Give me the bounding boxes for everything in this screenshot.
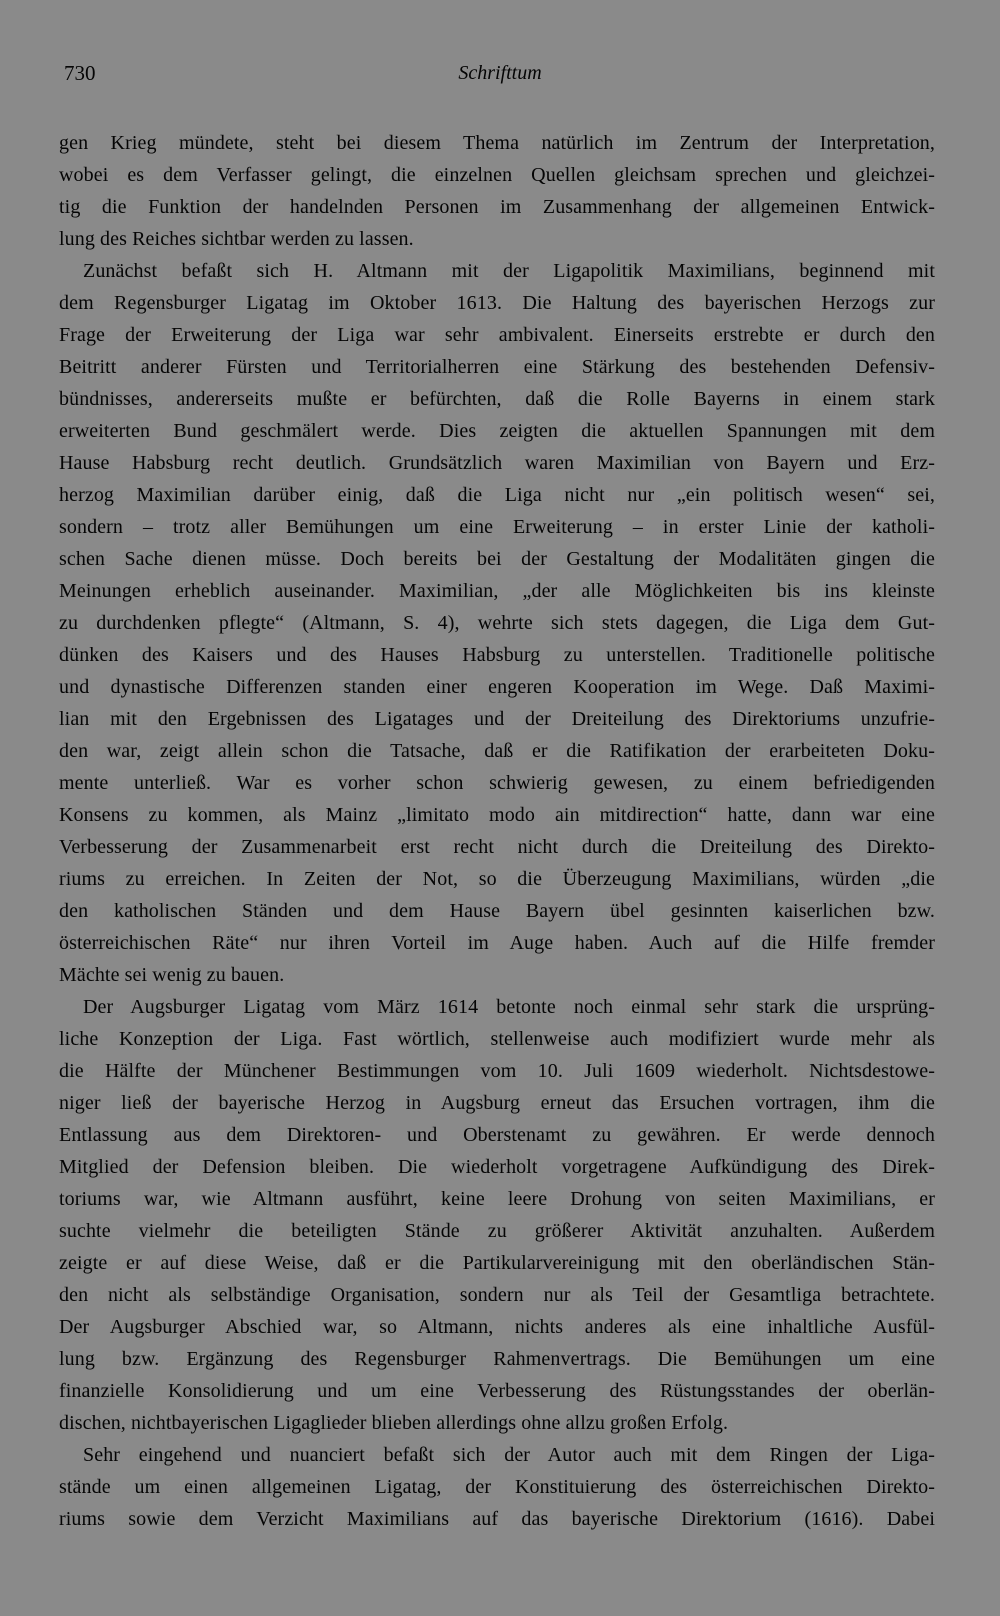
text-line: den war, zeigt allein schon die Tatsache, daß er die Ratifikation der erarbeiteten Doku- [59, 740, 935, 762]
body-text [59, 127, 935, 1535]
text-line: Hause Habsburg recht deutlich. Grundsätzlich waren Maximilian von Bayern und Erz- [59, 452, 935, 474]
text-line: dischen, nichtbayerischen Ligaglieder blieben allerdings ohne allzu großen Erfolg. [59, 1412, 729, 1434]
running-head: Schrifttum [458, 62, 542, 84]
paragraph [59, 127, 935, 255]
text-line: schen Sache dienen müsse. Doch bereits bei der Gestaltung der Modalitäten gingen die [59, 548, 935, 570]
text-line: liche Konzeption der Liga. Fast wörtlich, stellenweise auch modifiziert wurde mehr als [59, 1028, 935, 1050]
text-line: dem Regensburger Ligatag im Oktober 1613. Die Haltung des bayerischen Herzogs zur [59, 292, 935, 314]
page-header [0, 56, 1000, 90]
text-line: Verbesserung der Zusammenarbeit erst recht nicht durch die Dreiteilung des Direkto- [59, 836, 935, 858]
text-line: dünken des Kaisers und des Hauses Habsburg zu unterstellen. Traditionelle politische [59, 644, 935, 666]
text-line: Zunächst befaßt sich H. Altmann mit der Ligapolitik Maximilians, beginnend mit [83, 260, 935, 282]
text-line: den nicht als selbständige Organisation, sondern nur als Teil der Gesamtliga betrachtete. [59, 1284, 935, 1306]
paragraph [59, 255, 935, 991]
text-line: Konsens zu kommen, als Mainz „limitato modo ain mitdirection“ hatte, dann war eine [59, 804, 935, 826]
text-line: Der Augsburger Ligatag vom März 1614 betonte noch einmal sehr stark die ursprüng- [83, 996, 935, 1018]
text-line: Entlassung aus dem Direktoren- und Oberstenamt zu gewähren. Er werde dennoch [59, 1124, 935, 1146]
text-line: die Hälfte der Münchener Bestimmungen vom 10. Juli 1609 wiederholt. Nichtsdestowe- [59, 1060, 935, 1082]
text-line: lung des Reiches sichtbar werden zu lassen. [59, 228, 414, 250]
text-line: suchte vielmehr die beteiligten Stände zu größerer Aktivität anzuhalten. Außerdem [59, 1220, 935, 1242]
text-line: lung bzw. Ergänzung des Regensburger Rahmenvertrags. Die Bemühungen um eine [59, 1348, 935, 1370]
text-line: finanzielle Konsolidierung und um eine Verbesserung des Rüstungsstandes der oberlän- [59, 1380, 935, 1402]
paragraph [59, 1439, 935, 1535]
text-line: zu durchdenken pflegte“ (Altmann, S. 4), wehrte sich stets dagegen, die Liga dem Gut- [59, 612, 935, 634]
text-line: sondern – trotz aller Bemühungen um eine Erweiterung – in erster Linie der katholi- [59, 516, 935, 538]
text-line: niger ließ der bayerische Herzog in Augsburg erneut das Ersuchen vortragen, ihm die [59, 1092, 935, 1114]
text-line: gen Krieg mündete, steht bei diesem Thema natürlich im Zentrum der Interpretation, [59, 132, 935, 154]
text-line: und dynastische Differenzen standen einer engeren Kooperation im Wege. Daß Maximi- [59, 676, 935, 698]
text-line: Meinungen erheblich auseinander. Maximilian, „der alle Möglichkeiten bis ins kleinste [59, 580, 935, 602]
text-line: österreichischen Räte“ nur ihren Vorteil im Auge haben. Auch auf die Hilfe fremder [59, 932, 935, 954]
text-line: Sehr eingehend und nuanciert befaßt sich der Autor auch mit dem Ringen der Liga- [83, 1444, 935, 1466]
text-line: mente unterließ. War es vorher schon schwierig gewesen, zu einem befriedigenden [59, 772, 935, 794]
text-line: toriums war, wie Altmann ausführt, keine leere Drohung von seiten Maximilians, er [59, 1188, 935, 1210]
text-line: tig die Funktion der handelnden Personen im Zusammenhang der allgemeinen Entwick- [59, 196, 935, 218]
text-line: Frage der Erweiterung der Liga war sehr ambivalent. Einerseits erstrebte er durch den [59, 324, 935, 346]
page-number: 730 [64, 61, 96, 85]
text-line: Mächte sei wenig zu bauen. [59, 964, 285, 986]
text-line: Mitglied der Defension bleiben. Die wiederholt vorgetragene Aufkündigung des Direk- [59, 1156, 935, 1178]
text-line: erweiterten Bund geschmälert werde. Dies zeigten die aktuellen Spannungen mit dem [59, 420, 935, 442]
text-line: riums zu erreichen. In Zeiten der Not, so die Überzeugung Maximilians, würden „die [59, 868, 935, 890]
text-line: herzog Maximilian darüber einig, daß die Liga nicht nur „ein politisch wesen“ sei, [59, 484, 935, 506]
text-line: den katholischen Ständen und dem Hause Bayern übel gesinnten kaiserlichen bzw. [59, 900, 935, 922]
text-line: lian mit den Ergebnissen des Ligatages und der Dreiteilung des Direktoriums unzufrie- [59, 708, 935, 730]
text-line: stände um einen allgemeinen Ligatag, der Konstituierung des österreichischen Direkto- [59, 1476, 935, 1498]
text-line: wobei es dem Verfasser gelingt, die einzelnen Quellen gleichsam sprechen und gleichzei- [59, 164, 935, 186]
paragraph [59, 991, 935, 1439]
text-line: bündnisses, andererseits mußte er befürchten, daß die Rolle Bayerns in einem stark [59, 388, 935, 410]
text-line: riums sowie dem Verzicht Maximilians auf das bayerische Direktorium (1616). Dabei [59, 1508, 935, 1530]
text-line: Der Augsburger Abschied war, so Altmann, nichts anderes als eine inhaltliche Ausfül- [59, 1316, 935, 1338]
text-line: Beitritt anderer Fürsten und Territorialherren eine Stärkung des bestehenden Defensiv- [59, 356, 935, 378]
text-line: zeigte er auf diese Weise, daß er die Partikularvereinigung mit den oberländischen Stän- [59, 1252, 935, 1274]
